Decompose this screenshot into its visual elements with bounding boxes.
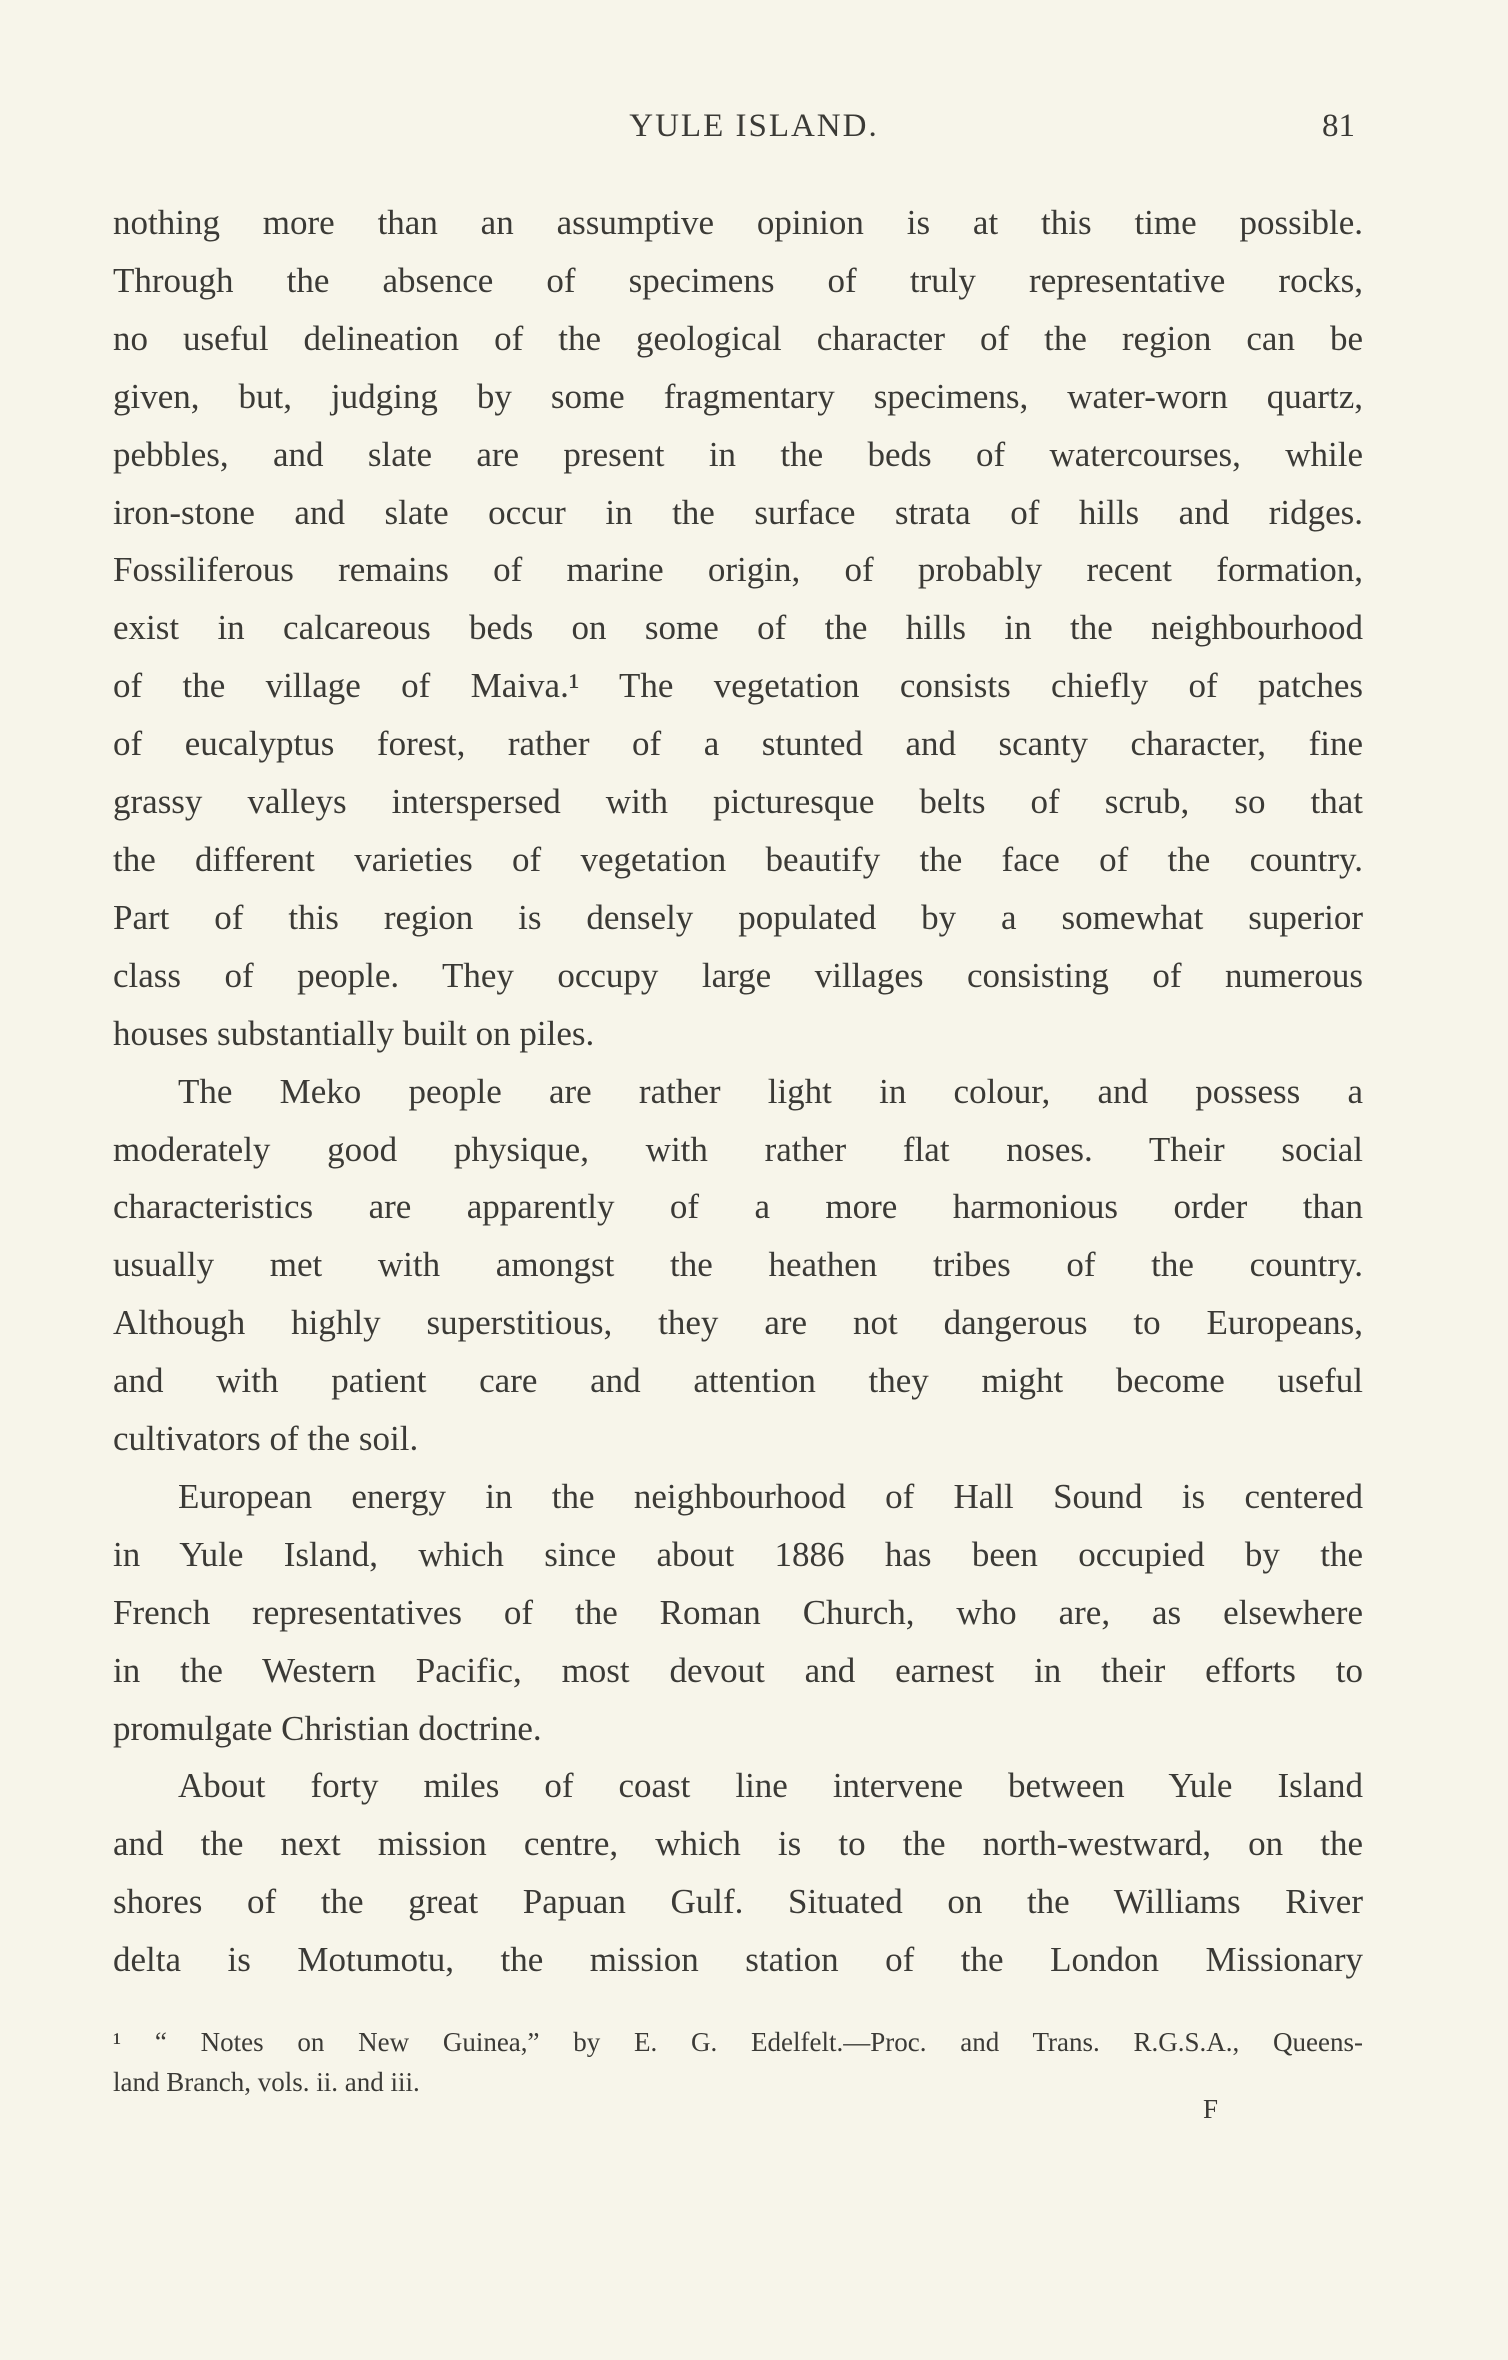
text-line: of eucalyptus forest, rather of a stunted and scanty character, fine	[113, 724, 1363, 764]
text-line: promulgate Christian doctrine.	[113, 1708, 542, 1748]
text-line: usually met with amongst the heathen tribes of the country.	[113, 1245, 1363, 1285]
text-line: Although highly superstitious, they are not dangerous to Europeans,	[113, 1303, 1363, 1343]
text-line: no useful delineation of the geological character of the region can be	[113, 318, 1363, 358]
text-line: shores of the great Papuan Gulf. Situated on the Williams River	[113, 1882, 1363, 1922]
text-line: and with patient care and attention they might become useful	[113, 1361, 1363, 1401]
footnote	[113, 2022, 1363, 2102]
text-line: in the Western Pacific, most devout and earnest in their efforts to	[113, 1650, 1363, 1690]
text-line: pebbles, and slate are present in the beds of watercourses, while	[113, 434, 1363, 474]
footnote-line: ¹ “ Notes on New Guinea,” by E. G. Edelfelt.—Proc. and Trans. R.G.S.A., Queens-	[113, 2027, 1363, 2057]
text-line: delta is Motumotu, the mission station of the London Missionary	[113, 1940, 1363, 1980]
text-line: grassy valleys interspersed with picturesque belts of scrub, so that	[113, 782, 1363, 822]
text-line: exist in calcareous beds on some of the hills in the neighbourhood	[113, 608, 1363, 648]
signature-mark: F	[1203, 2094, 1219, 2124]
text-line: cultivators of the soil.	[113, 1419, 419, 1459]
text-line: About forty miles of coast line intervene between Yule Island	[178, 1766, 1363, 1806]
running-title: YULE ISLAND.	[629, 108, 879, 144]
text-line: Part of this region is densely populated by a somewhat superior	[113, 897, 1363, 937]
text-line: Fossiliferous remains of marine origin, of probably recent formation,	[113, 550, 1363, 590]
text-line: nothing more than an assumptive opinion is at this time possible.	[113, 203, 1363, 242]
text-line: The Meko people are rather light in colour, and possess a	[178, 1071, 1363, 1111]
text-line: European energy in the neighbourhood of Hall Sound is centered	[178, 1476, 1363, 1516]
body-text	[113, 194, 1363, 1989]
text-line: and the next mission centre, which is to the north-westward, on the	[113, 1824, 1363, 1864]
text-line: given, but, judging by some fragmentary specimens, water-worn quartz,	[113, 376, 1363, 416]
text-line: class of people. They occupy large villages consisting of numerous	[113, 955, 1363, 995]
text-line: moderately good physique, with rather flat noses. Their social	[113, 1129, 1363, 1169]
text-line: houses substantially built on piles.	[113, 1013, 595, 1053]
text-line: iron-stone and slate occur in the surface strata of hills and ridges.	[113, 492, 1363, 532]
text-line: the different varieties of vegetation beautify the face of the country.	[113, 839, 1363, 879]
footnote-line: land Branch, vols. ii. and iii.	[113, 2067, 420, 2097]
text-line: French representatives of the Roman Church, who are, as elsewhere	[113, 1592, 1363, 1632]
text-line: characteristics are apparently of a more harmonious order than	[113, 1187, 1363, 1227]
text-line: in Yule Island, which since about 1886 has been occupied by the	[113, 1534, 1363, 1574]
text-line: of the village of Maiva.¹ The vegetation consists chiefly of patches	[113, 666, 1363, 706]
page-number: 81	[1322, 108, 1355, 144]
text-line: Through the absence of specimens of truly representative rocks,	[113, 260, 1363, 300]
